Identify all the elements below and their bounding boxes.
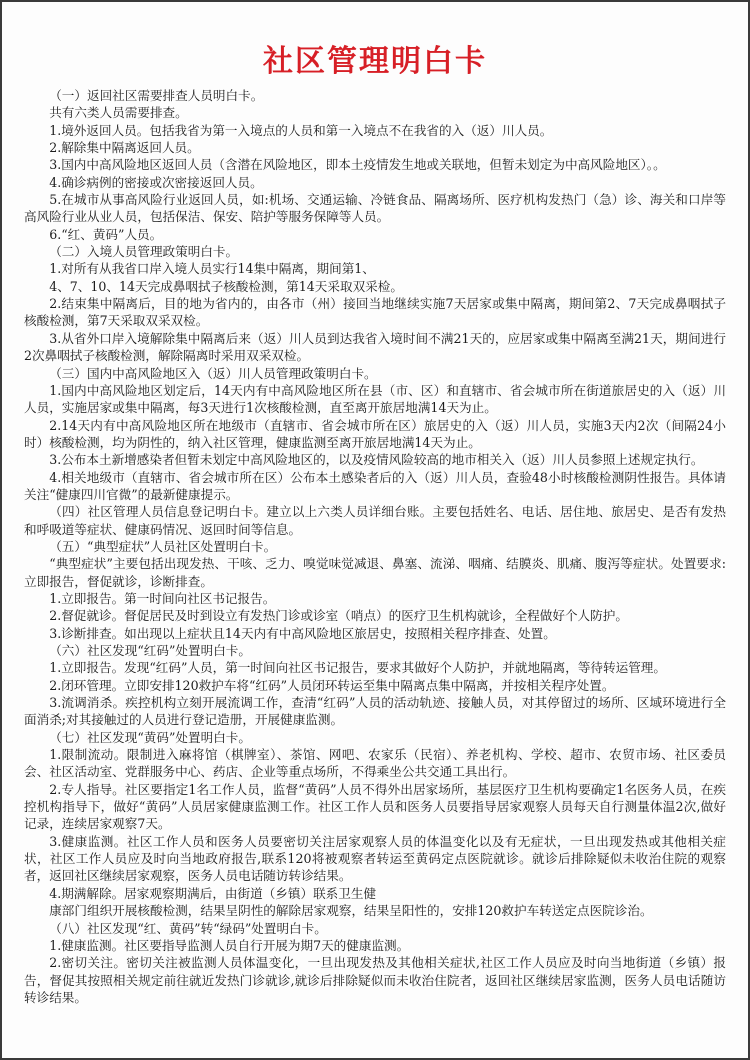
paragraph: 5.在城市从事高风险行业返回人员，如:机场、交通运输、冷链食品、隔离场所、医疗机构发热门（急）诊、海关和口岸等高风险行业从业人员，包括保洁、保安、陪护等服务保障等人员。	[24, 192, 726, 225]
paragraph: 2.解除集中隔离返回人员。	[49, 140, 200, 156]
paragraph: 3.从省外口岸入境解除集中隔离后来（返）川人员到达我省入境时间不满21天的，应居家或集中隔离至满21天，期间进行2次鼻咽拭子核酸检测，解除隔离时采用双采双检。	[24, 330, 726, 364]
paragraph: 3.流调消杀。疾控机构立刻开展流调工作，查清“红码”人员的活动轨迹、接触人员，对其停留过的场所、区域环境进行全面消杀;对其接触过的人员进行登记造册，开展健康监测。	[24, 695, 726, 728]
section-heading: （三）国内中高风险地区入（返）川人员管理政策明白卡。	[49, 365, 377, 381]
paragraph: 2.14天内有中高风险地区所在地级市（直辖市、省会城市所在区）旅居史的入（返）川人员，实施3天内2次（间隔24小时）核酸检测，均为阴性的，纳入社区管理，健康监测至离开旅居地满14天为止。	[24, 417, 726, 450]
paragraph: 1.境外返回人员。包括我省为第一入境点的人员和第一入境点不在我省的入（返）川人员。	[49, 122, 553, 138]
paragraph: 4.相关地级市（直辖市、省会城市所在区）公布本土感染者后的入（返）川人员，查验48小时核酸检测阴性报告。具体请关注“健康四川官微”的最新健康提示。	[24, 469, 726, 502]
paragraph: 2.密切关注。密切关注被监测人员体温变化，一旦出现发热及其他相关症状,社区工作人员应及时向当地街道（乡镇）报告，督促其按照相关规定前往就近发热门诊就诊,就诊后排除疑似而未收治住院者，返回社区继续居家监测，医务人员电话随访转诊结果。	[24, 955, 726, 1005]
paragraph: “典型症状”主要包括出现发热、干咳、乏力、嗅觉味觉减退、鼻塞、流涕、咽痛、结膜炎、肌痛、腹泻等症状。处置要求:立即报告，督促就诊，诊断排查。	[24, 556, 726, 589]
paragraph: 3.国内中高风险地区返回人员（含潜在风险地区，即本土疫情发生地或关联地，但暂未划定为中高风险地区）。。	[49, 157, 666, 173]
paragraph: 4.确诊病例的密接或次密接返回人员。	[49, 174, 263, 190]
paragraph: 1.国内中高风险地区划定后，14天内有中高风险地区所在县（市、区）和直辖市、省会城市所在街道旅居史的入（返）川人员，实施居家或集中隔离，每3天进行1次核酸检测，直至离开旅居地满14天为止。	[24, 382, 726, 416]
document-title: 社区管理明白卡	[263, 44, 487, 79]
section-heading: （七）社区发现“黄码”处置明白卡。	[49, 729, 251, 745]
paragraph: 1.对所有从我省口岸入境人员实行14集中隔离，期间第1、	[49, 261, 375, 277]
section-heading: （二）入境人员管理政策明白卡。	[49, 244, 239, 260]
paragraph: 2.专人指导。社区要指定1名工作人员，监督“黄码”人员不得外出居家场所，基层医疗卫生机构要确定1名医务人员，在疾控机构指导下，做好“黄码”人员居家健康监测工作。社区工作人员和医务人员要指导居家观察人员每天自行测量体温2次,做好记录，连续居家观察7天。	[24, 781, 726, 832]
paragraph: 1.健康监测。社区要指导监测人员自行开展为期7天的健康监测。	[49, 937, 410, 953]
section-heading: （六）社区发现“红码”处置明白卡。	[49, 643, 251, 658]
paragraph: 3.诊断排查。如出现以上症状且14天内有中高风险地区旅居史，按照相关程序排查、处置。	[49, 625, 556, 641]
paragraph: 1.立即报告。发现“红码”人员，第一时间向社区书记报告，要求其做好个人防护，并就地隔离，等待转运管理。	[49, 660, 666, 676]
paragraph: 2.结束集中隔离后，目的地为省内的，由各市（州）接回当地继续实施7天居家或集中隔离，期间第2、7天完成鼻咽拭子核酸检测，第7天采取双采双检。	[24, 296, 726, 329]
paragraph: 4、7、10、14天完成鼻咽拭子核酸检测，第14天采取双采检。	[49, 278, 403, 294]
paragraph: 1.立即报告。第一时间向社区书记报告。	[49, 590, 276, 606]
paragraph: 共有六类人员需要排查。	[49, 105, 188, 121]
paragraph: 6.“红、黄码”人员。	[49, 226, 163, 242]
paragraph: 4.期满解除。居家观察期满后，由街道（乡镇）联系卫生健	[49, 885, 377, 901]
section-heading: （一）返回社区需要排查人员明白卡。	[49, 88, 264, 103]
section-heading: （八）社区发现“红、黄码”转“绿码”处置明白卡。	[49, 920, 327, 936]
paragraph: 2.督促就诊。督促居民及时到设立有发热门诊或诊室（哨点）的医疗卫生机构就诊，全程做好个人防护。	[49, 608, 628, 624]
paragraph: 3.公布本土新增感染者但暂未划定中高风险地区的，以及疫情风险较高的地市相关入（返）川人员参照上述规定执行。	[49, 452, 704, 468]
paragraph: （四）社区管理人员信息登记明白卡。建立以上六类人员详细台账。主要包括姓名、电话、居住地、旅居史、是否有发热和呼吸道等症状、健康码情况、返回时间等信息。	[24, 504, 726, 537]
document-body	[24, 87, 726, 1006]
section-heading: （五）“典型症状”人员社区处置明白卡。	[49, 538, 277, 554]
paragraph: 2.闭环管理。立即安排120救护车将“红码”人员闭环转运至集中隔离点集中隔离，并按相关程序处置。	[49, 677, 615, 693]
paragraph: 1.限制流动。限制进入麻将馆（棋牌室）、茶馆、网吧、农家乐（民宿）、养老机构、学校、超市、农贸市场、社区委员会、社区活动室、党群服务中心、药店、企业等重点场所，不得乘坐公共交通工具出行。	[24, 747, 726, 780]
paragraph: 3.健康监测。社区工作人员和医务人员要密切关注居家观察人员的体温变化以及有无症状，一旦出现发热或其他相关症状，社区工作人员应及时向当地政府报告,联系120将被观察者转运至黄码定点医院就诊。就诊后排除疑似未收治住院的观察者，返回社区继续居家观察，医务人员电话随访转诊结果。	[24, 833, 726, 884]
paragraph: 康部门组织开展核酸检测，结果呈阴性的解除居家观察，结果呈阳性的，安排120救护车转送定点医院诊治。	[49, 903, 653, 919]
